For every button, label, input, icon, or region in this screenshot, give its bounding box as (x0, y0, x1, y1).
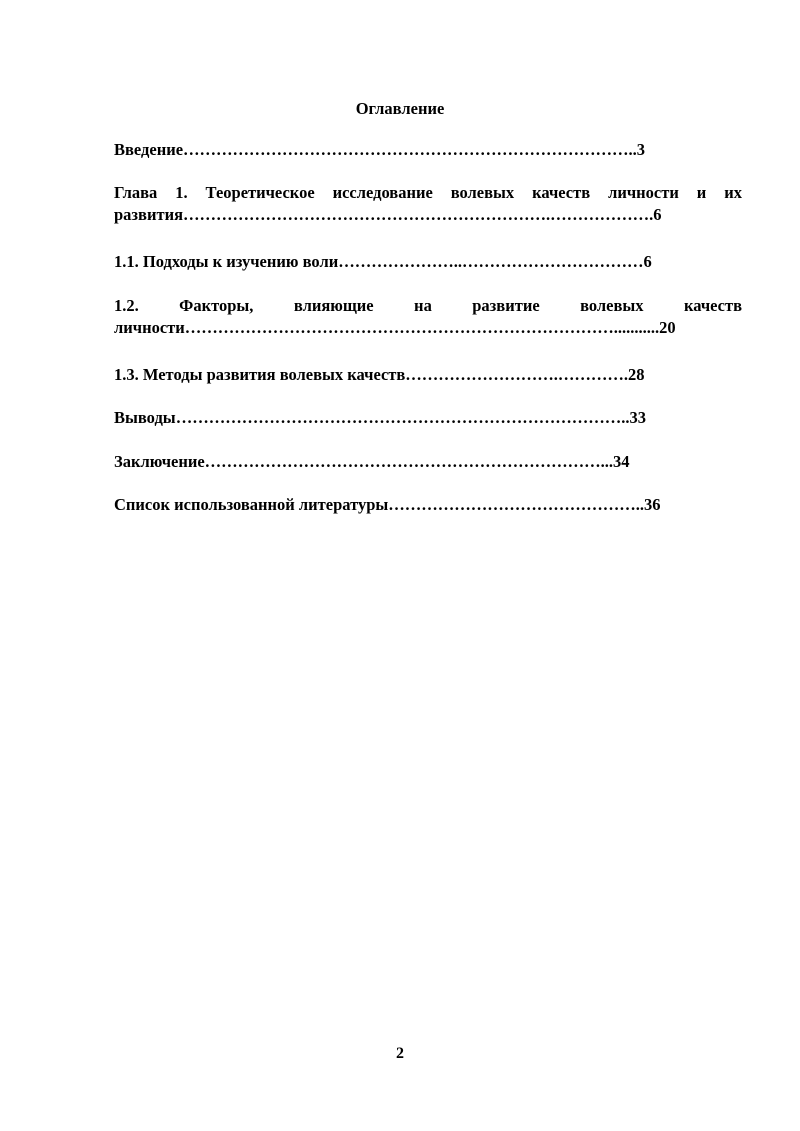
toc-entry-section-1-3: 1.3. Методы развития волевых качеств……………………….………….28 (114, 365, 645, 384)
toc-entry-conclusions: Выводы………………………………………………………………………..33 (114, 408, 646, 427)
toc-entry-references: Список использованной литературы………………………………………..36 (114, 495, 661, 514)
toc-entry-section-1-2-line2: личности……………………………………………………………………...........20 (114, 318, 676, 337)
toc-entry-section-1-1: 1.1. Подходы к изучению воли…………………..……………………………6 (114, 252, 652, 271)
toc-entry-summary: Заключение………………………………………………………………...34 (114, 452, 630, 471)
toc-entry-section-1-2 (114, 295, 742, 339)
toc-entry-chapter-1 (114, 182, 742, 226)
toc-title: Оглавление (355, 99, 445, 118)
page-number: 2 (396, 1045, 404, 1062)
toc-entry-section-1-2-line1: 1.2. Факторы, влияющие на развитие волевых качеств (114, 296, 742, 315)
toc-entry-introduction: Введение………………………………………………………………………..3 (114, 140, 646, 159)
toc-entry-chapter-1-line1: Глава 1. Теоретическое исследование волевых качеств личности и их (114, 183, 742, 202)
toc-entry-chapter-1-line2: развития………………………………………………………….……………….6 (114, 205, 662, 224)
